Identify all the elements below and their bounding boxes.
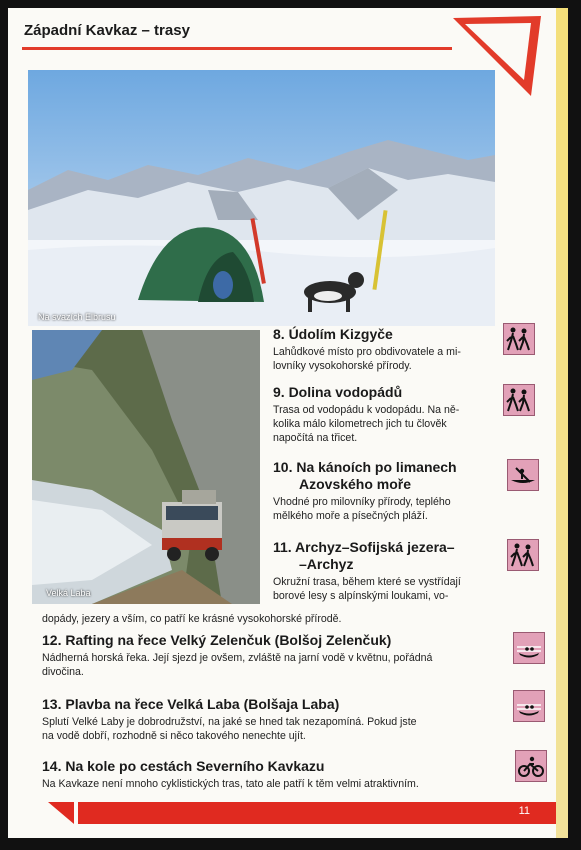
photo-caption: Na svazích Elbrusu <box>38 312 116 322</box>
footer-bar <box>78 802 556 824</box>
cycling-icon <box>515 750 547 782</box>
route-text-continued: dopády, jezery a vším, co patří ke krásné vysokohorské přírodě. <box>42 613 342 625</box>
photo-elbrus-camp <box>28 70 495 326</box>
page-number: 11 <box>518 805 530 817</box>
route-text: Vhodné pro milovníky přírody, teplého mělkého moře a písečných pláží. <box>273 496 451 522</box>
page-title: Západní Kavkaz – trasy <box>24 22 190 39</box>
route-text: Nádherná horská řeka. Její sjezd je ovšem, zvláště na jarní vodě v květnu, pořádná divočina. <box>42 652 433 678</box>
route-text: Na Kavkaze není mnoho cyklistických tras, tato ale patří k těm velmi atraktivním. <box>42 778 419 790</box>
route-10 <box>273 459 508 523</box>
route-title: 10. Na kánoích po limanech Azovského moře <box>273 459 457 492</box>
footer-triangle-icon <box>48 802 78 824</box>
rafting-icon <box>513 690 545 722</box>
route-title: 12. Rafting na řece Velký Zelenčuk (Bolšoj Zelenčuk) <box>42 632 392 648</box>
route-11 <box>273 539 508 603</box>
route-13 <box>42 696 512 743</box>
route-title: 13. Plavba na řece Velká Laba (Bolšaja Laba) <box>42 696 340 712</box>
hiking-icon <box>503 323 535 355</box>
route-text: Splutí Velké Laby je dobrodružství, na jaké se hned tak nezapomíná. Pokud jste na vodě dobří, rozhodně si něco takového nenechte ujít. <box>42 716 417 742</box>
route-title: 8. Údolím Kizgyče <box>273 326 393 342</box>
route-12 <box>42 632 512 679</box>
route-title: 14. Na kole po cestách Severního Kavkazu <box>42 758 325 774</box>
photo-velka-laba <box>32 330 260 604</box>
route-9 <box>273 384 503 445</box>
header-rule <box>22 47 452 50</box>
rafting-icon <box>513 632 545 664</box>
route-title: 11. Archyz–Sofijská jezera– –Archyz <box>273 539 455 572</box>
photo-caption: Velká Laba <box>46 588 91 598</box>
canoe-icon <box>507 459 539 491</box>
route-14 <box>42 758 512 791</box>
guidebook-page <box>8 8 568 838</box>
route-8 <box>273 326 503 373</box>
route-text: Lahůdkové místo pro obdivovatele a mi- lovníky vysokohorské přírody. <box>273 346 461 372</box>
yellow-edge-strip <box>556 8 568 838</box>
hiking-icon <box>503 384 535 416</box>
route-title: 9. Dolina vodopádů <box>273 384 403 400</box>
route-text: Trasa od vodopádu k vodopádu. Na ně- kolika málo kilometrech jich tu člověk napočítá na třicet. <box>273 404 460 444</box>
hiking-icon <box>507 539 539 571</box>
route-text: Okružní trasa, během které se vystřídají borové lesy s alpínskými loukami, vo- <box>273 576 461 602</box>
